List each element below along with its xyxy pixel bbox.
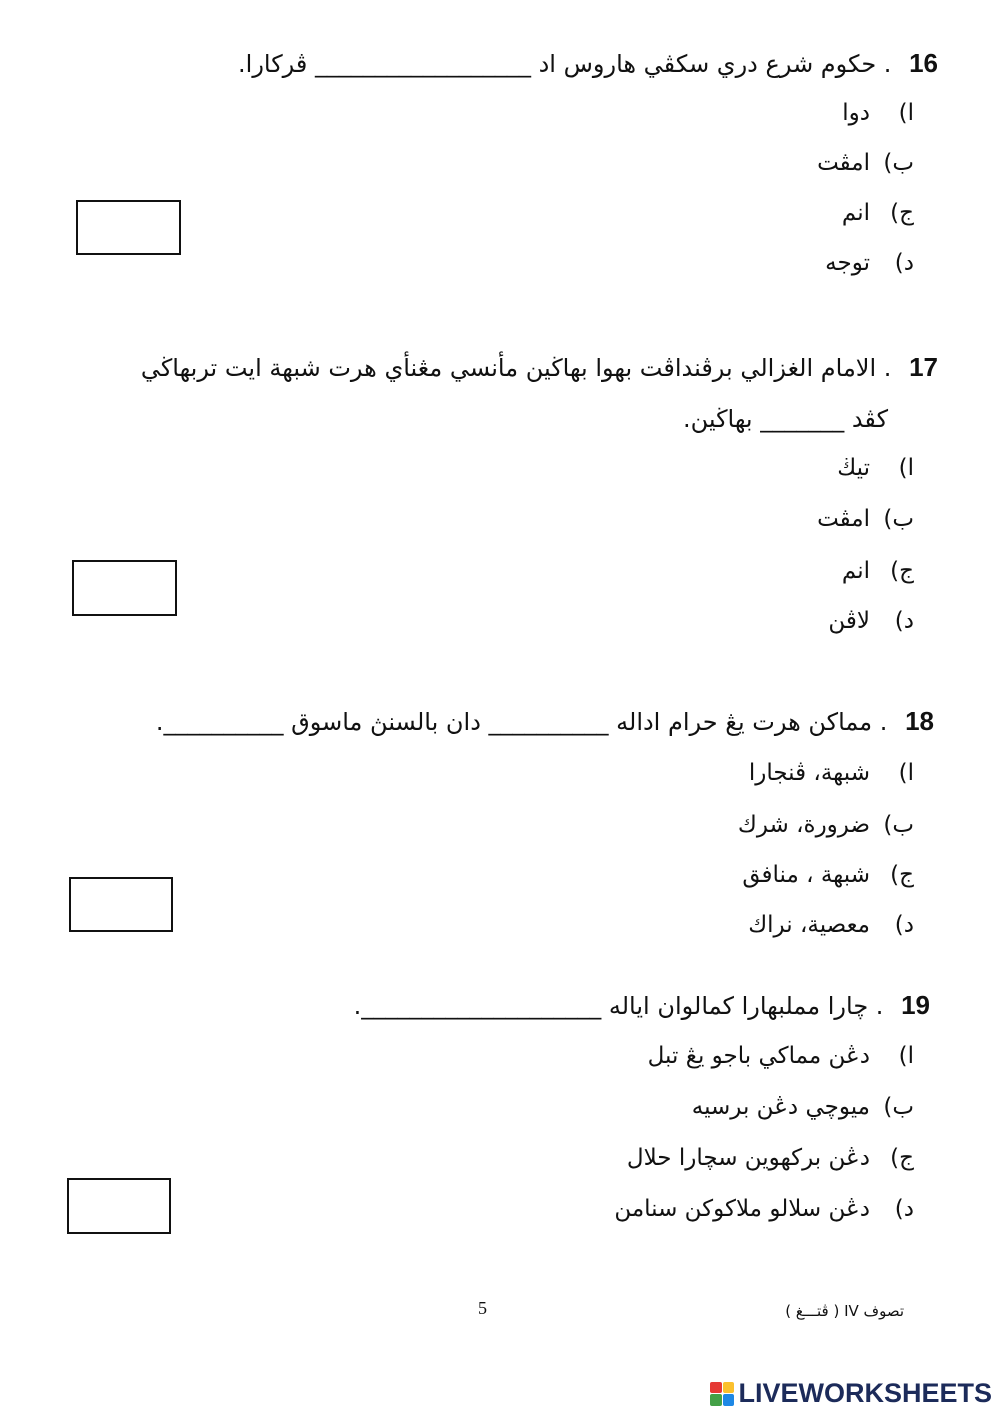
q19-option-b: ب)ميوچي دڠن برسيه xyxy=(691,1094,914,1120)
q16-option-d: د)توجه xyxy=(825,250,914,276)
question-text: حكوم شرع دري سكڤي هاروس اد __________________ ڤركارا. xyxy=(238,50,877,78)
question-16-stem: 16 . حكوم شرع دري سكڤي هاروس اد __________________ ڤركارا. xyxy=(238,48,938,78)
question-text: الامام الغزالي برڤنداڤت بهوا بهاڬين مأنسي مڠنأي هرت شبهة ايت تربهاڬي xyxy=(140,354,877,382)
q17-option-c: ج)انم xyxy=(841,558,914,584)
q19-option-c: ج)دڠن بركهوين سچارا حلال xyxy=(626,1145,914,1171)
question-number: 19 xyxy=(901,990,930,1020)
answer-box-17[interactable] xyxy=(72,560,177,616)
q19-option-a: ا)دڠن مماكي باجو يڠ تبل xyxy=(647,1043,914,1069)
answer-box-18[interactable] xyxy=(69,877,173,932)
page-number: 5 xyxy=(478,1298,487,1318)
liveworksheets-logo xyxy=(710,1378,992,1409)
q18-option-b: ب)ضرورة، شرك xyxy=(737,812,914,838)
answer-box-19[interactable] xyxy=(67,1178,171,1234)
answer-box-16[interactable] xyxy=(76,200,181,255)
q16-option-b: ب)امڤت xyxy=(817,150,914,176)
footer-subject: تصوف IV ( ڤتـــغ ) xyxy=(785,1302,904,1320)
q18-option-c: ج)شبهة ، منافق xyxy=(742,862,914,888)
question-17-stem-continued: كڤد _______ بهاڬين. xyxy=(682,405,888,433)
q19-option-d: د)دڠن سلالو ملاكوكن سنامن xyxy=(614,1196,914,1222)
question-number: 16 xyxy=(909,48,938,78)
brand-name: LIVEWORKSHEETS xyxy=(738,1378,992,1408)
q18-option-a: ا)شبهة، ڤنجارا xyxy=(748,760,914,786)
question-text: مماكن هرت يڠ حرام اداله __________ دان بالسنڽ ماسوق __________. xyxy=(155,708,873,736)
q17-option-a: ا)تيڬ xyxy=(837,455,914,481)
question-number: 17 xyxy=(909,352,938,382)
question-18-stem: 18 . مماكن هرت يڠ حرام اداله __________ دان بالسنڽ ماسوق __________. xyxy=(155,706,934,736)
q17-option-b: ب)امڤت xyxy=(817,506,914,532)
question-text: چارا مملبهارا كمالوان اياله ____________________. xyxy=(353,992,869,1020)
question-number: 18 xyxy=(905,706,934,736)
question-17-stem: 17 . الامام الغزالي برڤنداڤت بهوا بهاڬين مأنسي مڠنأي هرت شبهة ايت تربهاڬي xyxy=(140,352,938,382)
q17-option-d: د)لاڤن xyxy=(828,608,914,634)
q18-option-d: د)معصية، نراك xyxy=(748,912,914,938)
question-19-stem: 19 . چارا مملبهارا كمالوان اياله ____________________. xyxy=(353,990,930,1020)
q16-option-a: ا)دوا xyxy=(842,100,914,126)
liveworksheets-logo-icon xyxy=(710,1382,734,1406)
q16-option-c: ج)انم xyxy=(841,200,914,226)
